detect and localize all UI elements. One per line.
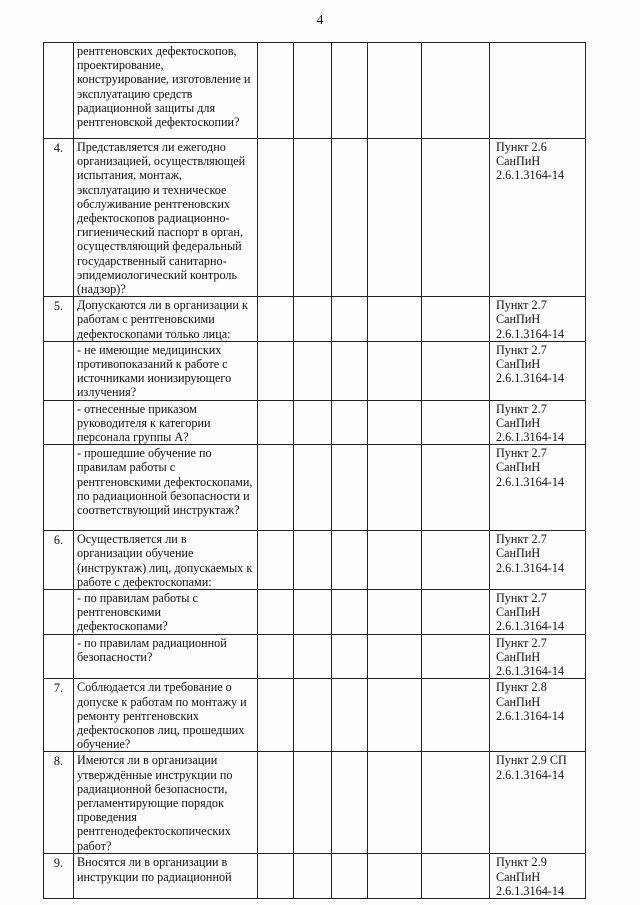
table-row	[44, 297, 586, 342]
empty-cell	[258, 854, 294, 899]
empty-cell	[294, 679, 332, 752]
empty-cell	[368, 634, 422, 679]
empty-cell	[332, 139, 368, 297]
row-number	[44, 634, 74, 679]
regulation-reference: Пункт 2.7 СанПиН 2.6.1.3164-14	[490, 531, 586, 590]
row-number: 6.	[44, 531, 74, 590]
table-row	[44, 752, 586, 854]
empty-cell	[332, 43, 368, 139]
table-row	[44, 634, 586, 679]
empty-cell	[422, 531, 490, 590]
regulation-reference: Пункт 2.7 СанПиН 2.6.1.3164-14	[490, 590, 586, 635]
regulation-reference	[490, 43, 586, 139]
empty-cell	[258, 679, 294, 752]
regulation-reference: Пункт 2.7 СанПиН 2.6.1.3164-14	[490, 445, 586, 531]
empty-cell	[258, 341, 294, 400]
regulation-reference: Пункт 2.9 СП 2.6.1.3164-14	[490, 752, 586, 854]
question-text: - не имеющие медицинских противопоказаний к работе с источниками ионизирующего излучения?	[74, 341, 258, 400]
question-text: Вносятся ли в организации в инструкции по радиационной	[74, 854, 258, 899]
empty-cell	[332, 445, 368, 531]
table-row	[44, 341, 586, 400]
regulation-reference: Пункт 2.7 СанПиН 2.6.1.3164-14	[490, 341, 586, 400]
table-row	[44, 531, 586, 590]
question-text: Имеются ли в организации утверждённые инструкции по радиационной безопасности, регламентирующие порядок проведения рентгенодефектоскопических работ?	[74, 752, 258, 854]
empty-cell	[368, 531, 422, 590]
row-number: 4.	[44, 139, 74, 297]
empty-cell	[368, 590, 422, 635]
question-text: Осуществляется ли в организации обучение (инструктаж) лиц, допускаемых к работе с дефектоскопами:	[74, 531, 258, 590]
table-row	[44, 400, 586, 445]
empty-cell	[368, 139, 422, 297]
empty-cell	[294, 752, 332, 854]
empty-cell	[294, 531, 332, 590]
regulation-reference: Пункт 2.9 СанПиН 2.6.1.3164-14	[490, 854, 586, 899]
empty-cell	[422, 634, 490, 679]
empty-cell	[422, 400, 490, 445]
empty-cell	[294, 400, 332, 445]
empty-cell	[422, 445, 490, 531]
empty-cell	[368, 752, 422, 854]
empty-cell	[422, 297, 490, 342]
empty-cell	[294, 341, 332, 400]
empty-cell	[258, 43, 294, 139]
empty-cell	[422, 341, 490, 400]
question-text: рентгеновских дефектоскопов, проектирование, конструирование, изготовление и эксплуатацию средств радиационной защиты для рентгеновской дефектоскопии?	[74, 43, 258, 139]
table-row	[44, 679, 586, 752]
empty-cell	[422, 590, 490, 635]
question-text: - по правилам радиационной безопасности?	[74, 634, 258, 679]
page-number: 4	[316, 13, 324, 28]
empty-cell	[332, 531, 368, 590]
empty-cell	[294, 590, 332, 635]
question-text: - прошедшие обучение по правилам работы с рентгеновскими дефектоскопами, по радиационной безопасности и соответствующий инструктаж?	[74, 445, 258, 531]
row-number	[44, 341, 74, 400]
checklist-table	[43, 42, 586, 899]
empty-cell	[332, 634, 368, 679]
empty-cell	[258, 139, 294, 297]
empty-cell	[294, 297, 332, 342]
regulation-reference: Пункт 2.7 СанПиН 2.6.1.3164-14	[490, 297, 586, 342]
question-text: Представляется ли ежегодно организацией, осуществляющей испытания, монтаж, эксплуатацию и техническое обслуживание рентгеновских дефектоскопов радиационно-гигиенический паспорт в орган, осуществляющий федеральный государственный санитарно-эпидемиологический контроль (надзор)?	[74, 139, 258, 297]
table-row	[44, 43, 586, 139]
question-text: - по правилам работы с рентгеновскими дефектоскопами?	[74, 590, 258, 635]
empty-cell	[332, 854, 368, 899]
empty-cell	[332, 400, 368, 445]
row-number: 7.	[44, 679, 74, 752]
empty-cell	[258, 297, 294, 342]
table-row	[44, 590, 586, 635]
row-number	[44, 445, 74, 531]
table-row	[44, 445, 586, 531]
regulation-reference: Пункт 2.7 СанПиН 2.6.1.3164-14	[490, 400, 586, 445]
regulation-reference: Пункт 2.7 СанПиН 2.6.1.3164-14	[490, 634, 586, 679]
empty-cell	[368, 445, 422, 531]
row-number	[44, 43, 74, 139]
question-text: - отнесенные приказом руководителя к категории персонала группы А?	[74, 400, 258, 445]
row-number: 8.	[44, 752, 74, 854]
empty-cell	[368, 341, 422, 400]
empty-cell	[368, 43, 422, 139]
row-number: 9.	[44, 854, 74, 899]
regulation-reference: Пункт 2.8 СанПиН 2.6.1.3164-14	[490, 679, 586, 752]
empty-cell	[258, 400, 294, 445]
empty-cell	[368, 400, 422, 445]
empty-cell	[294, 634, 332, 679]
empty-cell	[332, 341, 368, 400]
row-number	[44, 590, 74, 635]
empty-cell	[422, 43, 490, 139]
empty-cell	[368, 854, 422, 899]
question-text: Допускаются ли в организации к работам с рентгеновскими дефектоскопами только лица:	[74, 297, 258, 342]
empty-cell	[294, 43, 332, 139]
empty-cell	[368, 297, 422, 342]
empty-cell	[294, 139, 332, 297]
table-row	[44, 854, 586, 899]
empty-cell	[258, 445, 294, 531]
empty-cell	[422, 679, 490, 752]
empty-cell	[258, 531, 294, 590]
empty-cell	[368, 679, 422, 752]
empty-cell	[422, 139, 490, 297]
regulation-reference: Пункт 2.6 СанПиН 2.6.1.3164-14	[490, 139, 586, 297]
row-number	[44, 400, 74, 445]
table-row	[44, 139, 586, 297]
empty-cell	[422, 752, 490, 854]
empty-cell	[258, 634, 294, 679]
empty-cell	[294, 854, 332, 899]
empty-cell	[294, 445, 332, 531]
empty-cell	[258, 590, 294, 635]
empty-cell	[258, 752, 294, 854]
empty-cell	[332, 590, 368, 635]
row-number: 5.	[44, 297, 74, 342]
empty-cell	[422, 854, 490, 899]
question-text: Соблюдается ли требование о допуске к работам по монтажу и ремонту рентгеновских дефектоскопов лиц, прошедших обучение?	[74, 679, 258, 752]
empty-cell	[332, 297, 368, 342]
empty-cell	[332, 752, 368, 854]
empty-cell	[332, 679, 368, 752]
